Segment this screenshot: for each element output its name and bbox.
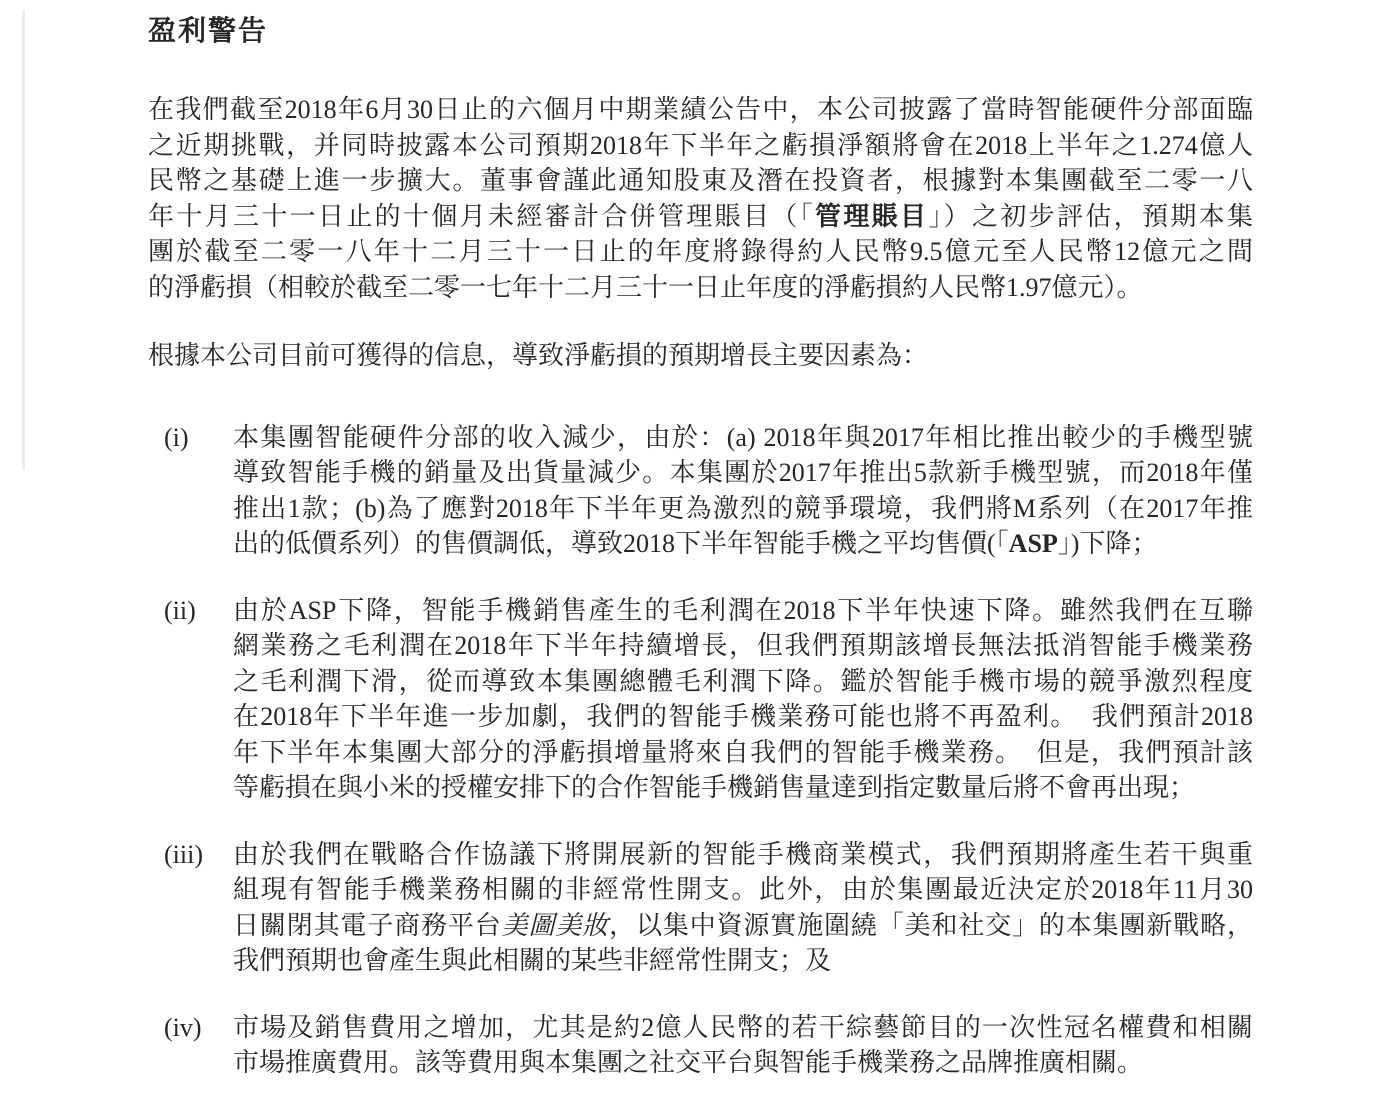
list-item-i bbox=[148, 420, 1253, 562]
text-line: 由於ASP下降，智能手機銷售產生的毛利潤在2018下半年快速下降。雖然我們在互聯 bbox=[233, 595, 1253, 625]
list-marker-ii: (ii) bbox=[164, 595, 196, 625]
list-marker-iii: (iii) bbox=[164, 839, 203, 869]
document-page bbox=[148, 16, 1253, 1081]
text-line: 團於截至二零一八年十二月三十一日止的年度將錄得約人民幣9.5億元至人民幣12億元之間 bbox=[148, 237, 1253, 266]
text-line: 之近期挑戰，并同時披露本公司預期2018年下半年之虧損淨額將會在2018上半年之1.274億人 bbox=[148, 130, 1253, 160]
text-line: 民幣之基礎上進一步擴大。董事會謹此通知股東及潛在投資者，根據對本集團截至二零一八 bbox=[148, 166, 1253, 195]
text-line: 年下半年本集團大部分的淨虧損增量將來自我們的智能手機業務。 但是，我們預計該 bbox=[233, 737, 1253, 767]
text-line: 等虧損在與小米的授權安排下的合作智能手機銷售量達到指定數量后將不會再出現； bbox=[233, 773, 1196, 802]
text-line: 年十月三十一日止的十個月未經審計合併管理賬目（「管理賬目」）之初步評估，預期本集 bbox=[148, 201, 1253, 231]
text-line: 在2018年下半年進一步加劇，我們的智能手機業務可能也將不再盈利。 我們預計2018 bbox=[233, 702, 1253, 731]
paragraph-profit-warning-detail bbox=[148, 92, 1253, 305]
text-line: 市場及銷售費用之增加，尤其是約2億人民幣的若干綜藝節目的一次性冠名權費和相關 bbox=[233, 1012, 1253, 1042]
text-line: 我們預期也會產生與此相關的某些非經常性開支；及 bbox=[233, 946, 832, 975]
list-content-iv bbox=[233, 1010, 1253, 1081]
text-line: 由於我們在戰略合作協議下將開展新的智能手機商業模式，我們預期將產生若干與重 bbox=[233, 839, 1253, 869]
list-item-iv bbox=[148, 1010, 1253, 1081]
text-line: 日關閉其電子商務平台美圖美妝，以集中資源實施圍繞「美和社交」的本集團新戰略， bbox=[233, 910, 1253, 940]
text-line: 導致智能手機的銷量及出貨量減少。本集團於2017年推出5款新手機型號，而2018年僅 bbox=[233, 458, 1253, 487]
list-marker-iv: (iv) bbox=[164, 1012, 202, 1042]
list-marker-i: (i) bbox=[164, 422, 189, 452]
list-content-iii bbox=[233, 837, 1253, 979]
text-line: 出的低價系列）的售價調低，導致2018下半年智能手機之平均售價(「ASP」)下降； bbox=[233, 529, 1158, 558]
text-line: 之毛利潤下滑，從而導致本集團總體毛利潤下降。鑑於智能手機市場的競爭激烈程度 bbox=[233, 666, 1253, 696]
document-heading: 盈利警告 bbox=[148, 16, 269, 47]
list-content-i bbox=[233, 420, 1253, 562]
text-line: 根據本公司目前可獲得的信息，導致淨虧損的預期增長主要因素為： bbox=[148, 341, 929, 370]
text-line: 推出1款；(b)為了應對2018年下半年更為激烈的競爭環境，我們將M系列（在2017年推 bbox=[233, 493, 1253, 523]
text-line: 組現有智能手機業務相關的非經常性開支。此外，由於集團最近決定於2018年11月30 bbox=[233, 875, 1253, 904]
text-line: 本集團智能硬件分部的收入減少，由於：(a) 2018年與2017年相比推出較少的手機型號 bbox=[233, 422, 1253, 452]
text-line: 的淨虧損（相較於截至二零一七年十二月三十一日止年度的淨虧損約人民幣1.97億元）。 bbox=[148, 272, 1143, 302]
list-item-ii bbox=[148, 593, 1253, 806]
text-line: 在我們截至2018年6月30日止的六個月中期業績公告中，本公司披露了當時智能硬件分部面臨 bbox=[148, 95, 1253, 124]
list-item-iii bbox=[148, 837, 1253, 979]
text-line: 網業務之毛利潤在2018年下半年持續增長，但我們預期該增長無法抵消智能手機業務 bbox=[233, 631, 1253, 660]
paragraph-factors-intro bbox=[148, 338, 1253, 374]
page-edge-line bbox=[22, 10, 25, 470]
text-line: 市場推廣費用。該等費用與本集團之社交平台與智能手機業務之品牌推廣相關。 bbox=[233, 1048, 1144, 1077]
list-content-ii bbox=[233, 593, 1253, 806]
